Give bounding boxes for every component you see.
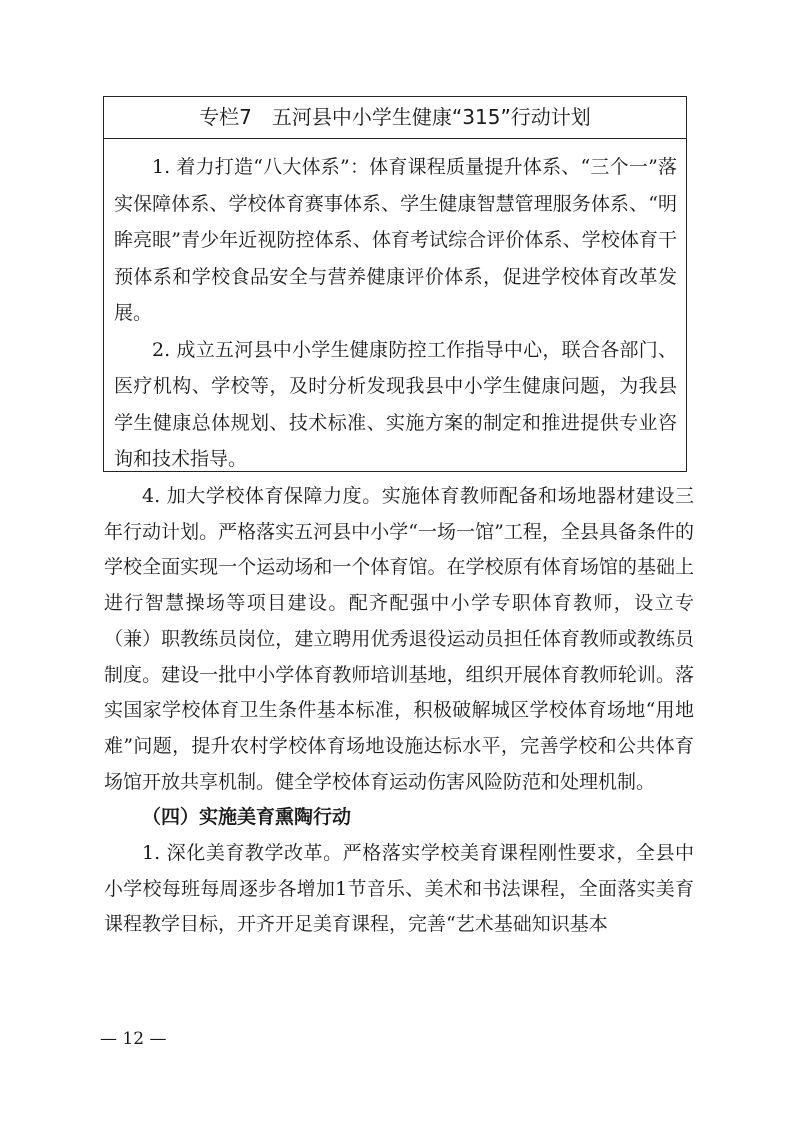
section-heading: （四）实施美育熏陶行动 [142,806,352,829]
body-paragraph-4: 4. 加大学校体育保障力度。实施体育教师配备和场地器材建设三年行动计划。严格落实五河县中小学“一场一馆”工程，全县具备条件的学校全面实现一个运动场和一个体育馆。在学校原有体育场馆的基础上进行智慧操场等项目建设。配齐配强中小学专职体育教师，设立专（兼）职教练员岗位，建立聘用优秀退役运动员担任体育教师或教练员制度。建设一批中小学体育教师培训基地，组织开展体育教师轮训。落实国家学校体育卫生条件基本标准，积极破解城区学校体育场地“用地难”问题，提升农村学校体育场地设施达标水平，完善学校和公共体育场馆开放共享机制。健全学校体育运动伤害风险防范和处理机制。 [104,485,694,793]
column-paragraph-2: 2. 成立五河县中小学生健康防控工作指导中心，联合各部门、医疗机构、学校等，及时分析发现我县中小学生健康问题，为我县学生健康总体规划、技术标准、实施方案的制定和推进提供专业咨询和技术指导。 [114,338,677,470]
column-body [114,149,677,478]
column-paragraph-1: 1. 着力打造“八大体系”：体育课程质量提升体系、“三个一”落实保障体系、学校体育赛事体系、学生健康智慧管理服务体系、“明眸亮眼”青少年近视防控体系、体育考试综合评价体系、学校体育干预体系和学校食品安全与营养健康评价体系，促进学校体育改革发展。 [114,156,677,324]
main-text [104,479,694,943]
column-title: 专栏7 五河县中小学生健康“315”行动计划 [104,97,686,139]
body-paragraph-1: 1. 深化美育教学改革。严格落实学校美育课程刚性要求，全县中小学校每班每周逐步各增加1节音乐、美术和书法课程，全面落实美育课程教学目标，开齐开足美育课程，完善“艺术基础知识基本 [104,842,694,936]
page-number: — 12 — [100,1029,167,1049]
column-box [103,96,687,472]
